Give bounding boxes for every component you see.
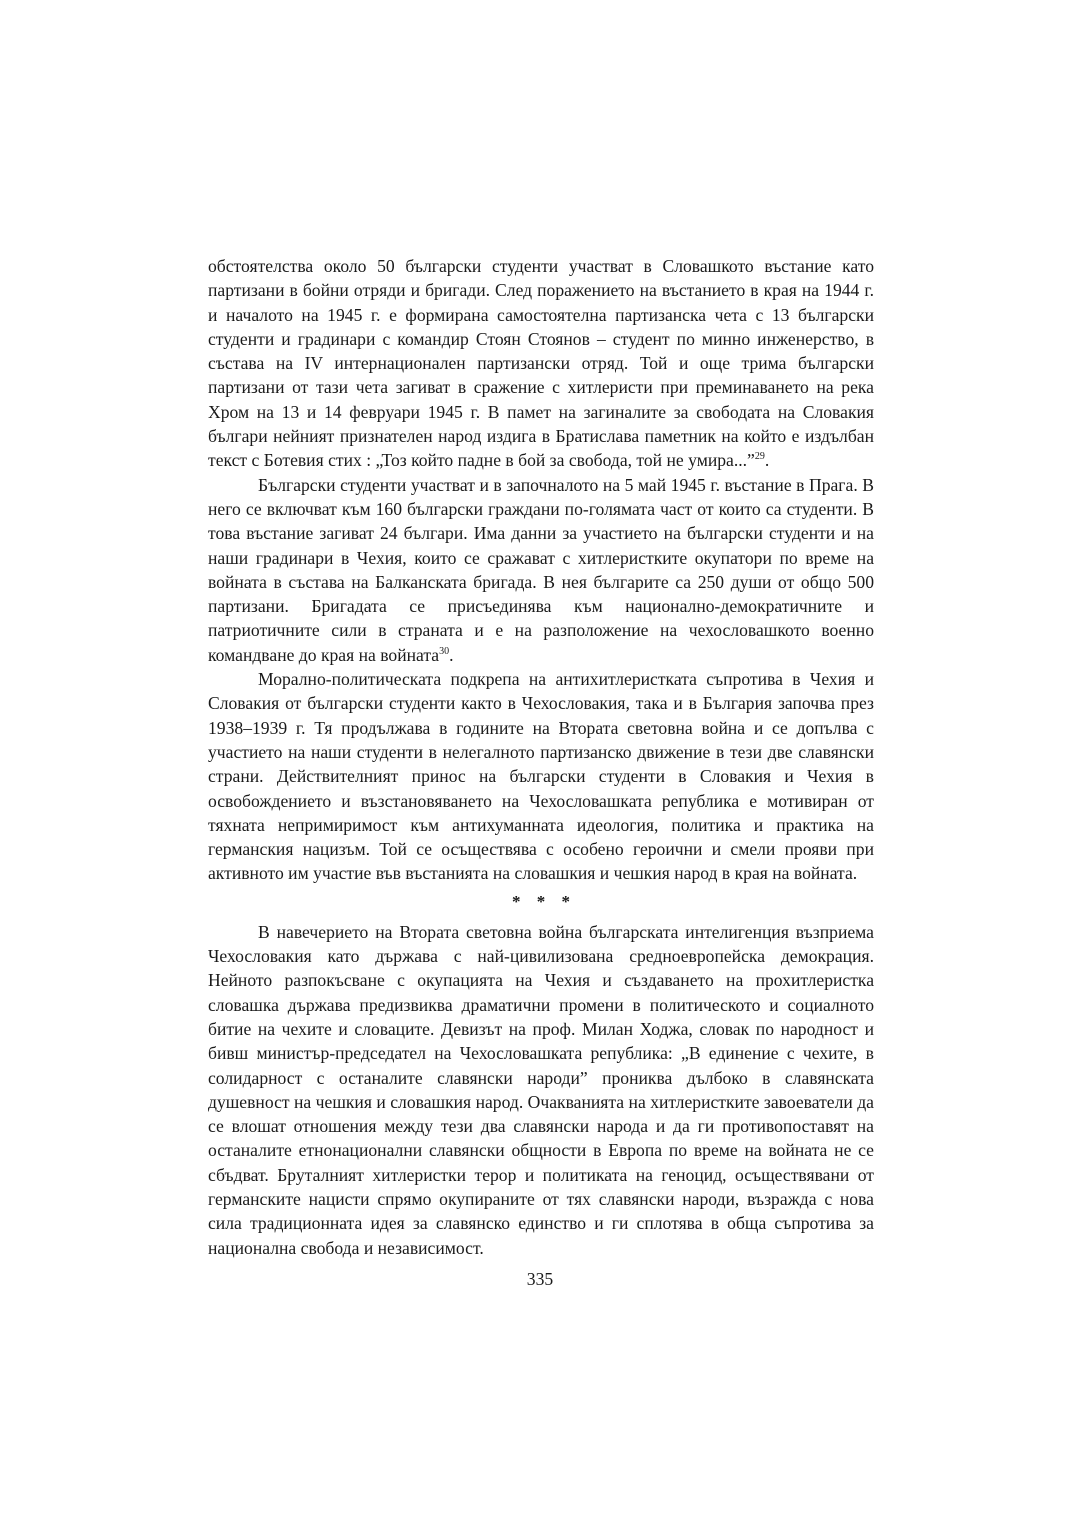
paragraph-2-text: Български студенти участват и в започналото на 5 май 1945 г. въстание в Прага. В него се включват към 160 български граждани по-голямата част от които са студенти. В това въстание загиват 24 българи. Има данни за участието на български студенти и на наши градинари в Чехия, които се сражават с хитлеристките окупатори по време на войната в състава на Балканската бригада. В нея българите са 250 души от общо 500 партизани. Бригадата се присъединява към национално-демократичните и патриотичните сили в страната и е на разположение на чехословашкото военно командване до края на войната xyxy=(208,474,874,665)
paragraph-2 xyxy=(208,473,874,667)
page-number: 335 xyxy=(526,1269,554,1289)
section-separator: * * * xyxy=(512,891,576,911)
footnote-ref-30[interactable]: 30 xyxy=(439,645,450,657)
paragraph-3-text: Морално-политическата подкрепа на антихитлеристката съпротива в Чехия и Словакия от български студенти както в Чехословакия, така и в България започва през 1938–1939 г. Тя продължава в годините на Втората световна война и се допълва с участието на наши студенти в нелегалното партизанско движение в тези две славянски страни. Действителният принос на български студенти в Словакия и Чехия в освобождението и възстановяването на Чехословашката република е мотивиран от тяхната непримиримост към антихуманната идеология, политика и практика на германския нацизъм. Той се осъществява с особено героични и смели прояви при активното им участие във въстанията на словашкия и чешкия народ в края на войната. xyxy=(208,669,874,884)
paragraph-2-tail: . xyxy=(449,644,454,665)
paragraph-1 xyxy=(208,254,874,473)
page-body xyxy=(208,254,874,1260)
paragraph-1-text: обстоятелства около 50 български студенти участват в Словашкото въстание като партизани в бойни отряди и бригади. След поражението на въстанието в края на 1944 г. и началото на 1945 г. е формирана самостоятелна партизанска чета с 13 български студенти и градинари с командир Стоян Стоянов – студент по минно инженерство, в състава на IV интернационален партизански отряд. Той и още трима български партизани от тази чета загиват в сражение с хитлеристи при преминаването на река Хром на 13 и 14 февруари 1945 г. В памет на загиналите за свободата на Словакия българи нейният признателен народ издига в Братислава паметник на който е издълбан текст с Ботевия стих : „Тоз който падне в бой за свобода, той не умира...” xyxy=(208,256,874,471)
paragraph-4 xyxy=(208,920,874,1260)
paragraph-1-tail: . xyxy=(764,450,770,471)
paragraph-4-text: В навечерието на Втората световна война българската интелигенция възприема Чехословакия като държава с най-цивилизована средноевропейска демокрация. Нейното разпокъсване с окупацията на Чехия и създаването на прохитлеристка словашка държава предизвиква драматични промени в политическото и социалното битие на чехите и словаците. Девизът на проф. Милан Ходжа, словак по народност и бивш министър-председател на Чехословашката република: „В единение с чехите, в солидарност с останалите славянски народи” прониква дълбоко в славянската душевност на чешкия и словашкия народ. Очакванията на хитлеристките завоеватели да се влошат отношения между тези два славянски народа и да ги противопоставят на останалите етнонационални славянски общности в Европа по време на войната не се сбъдват. Бруталният хитлеристки терор и политиката на геноцид, осъществявани от германските нацисти спрямо окупираните от тях славянски народи, възражда с нова сила традиционната идея за славянско единство и ги сплотява в обща съпротива за национална свобода и независимост. xyxy=(208,921,874,1258)
paragraph-3 xyxy=(208,667,874,886)
footnote-ref-29[interactable]: 29 xyxy=(754,451,765,463)
